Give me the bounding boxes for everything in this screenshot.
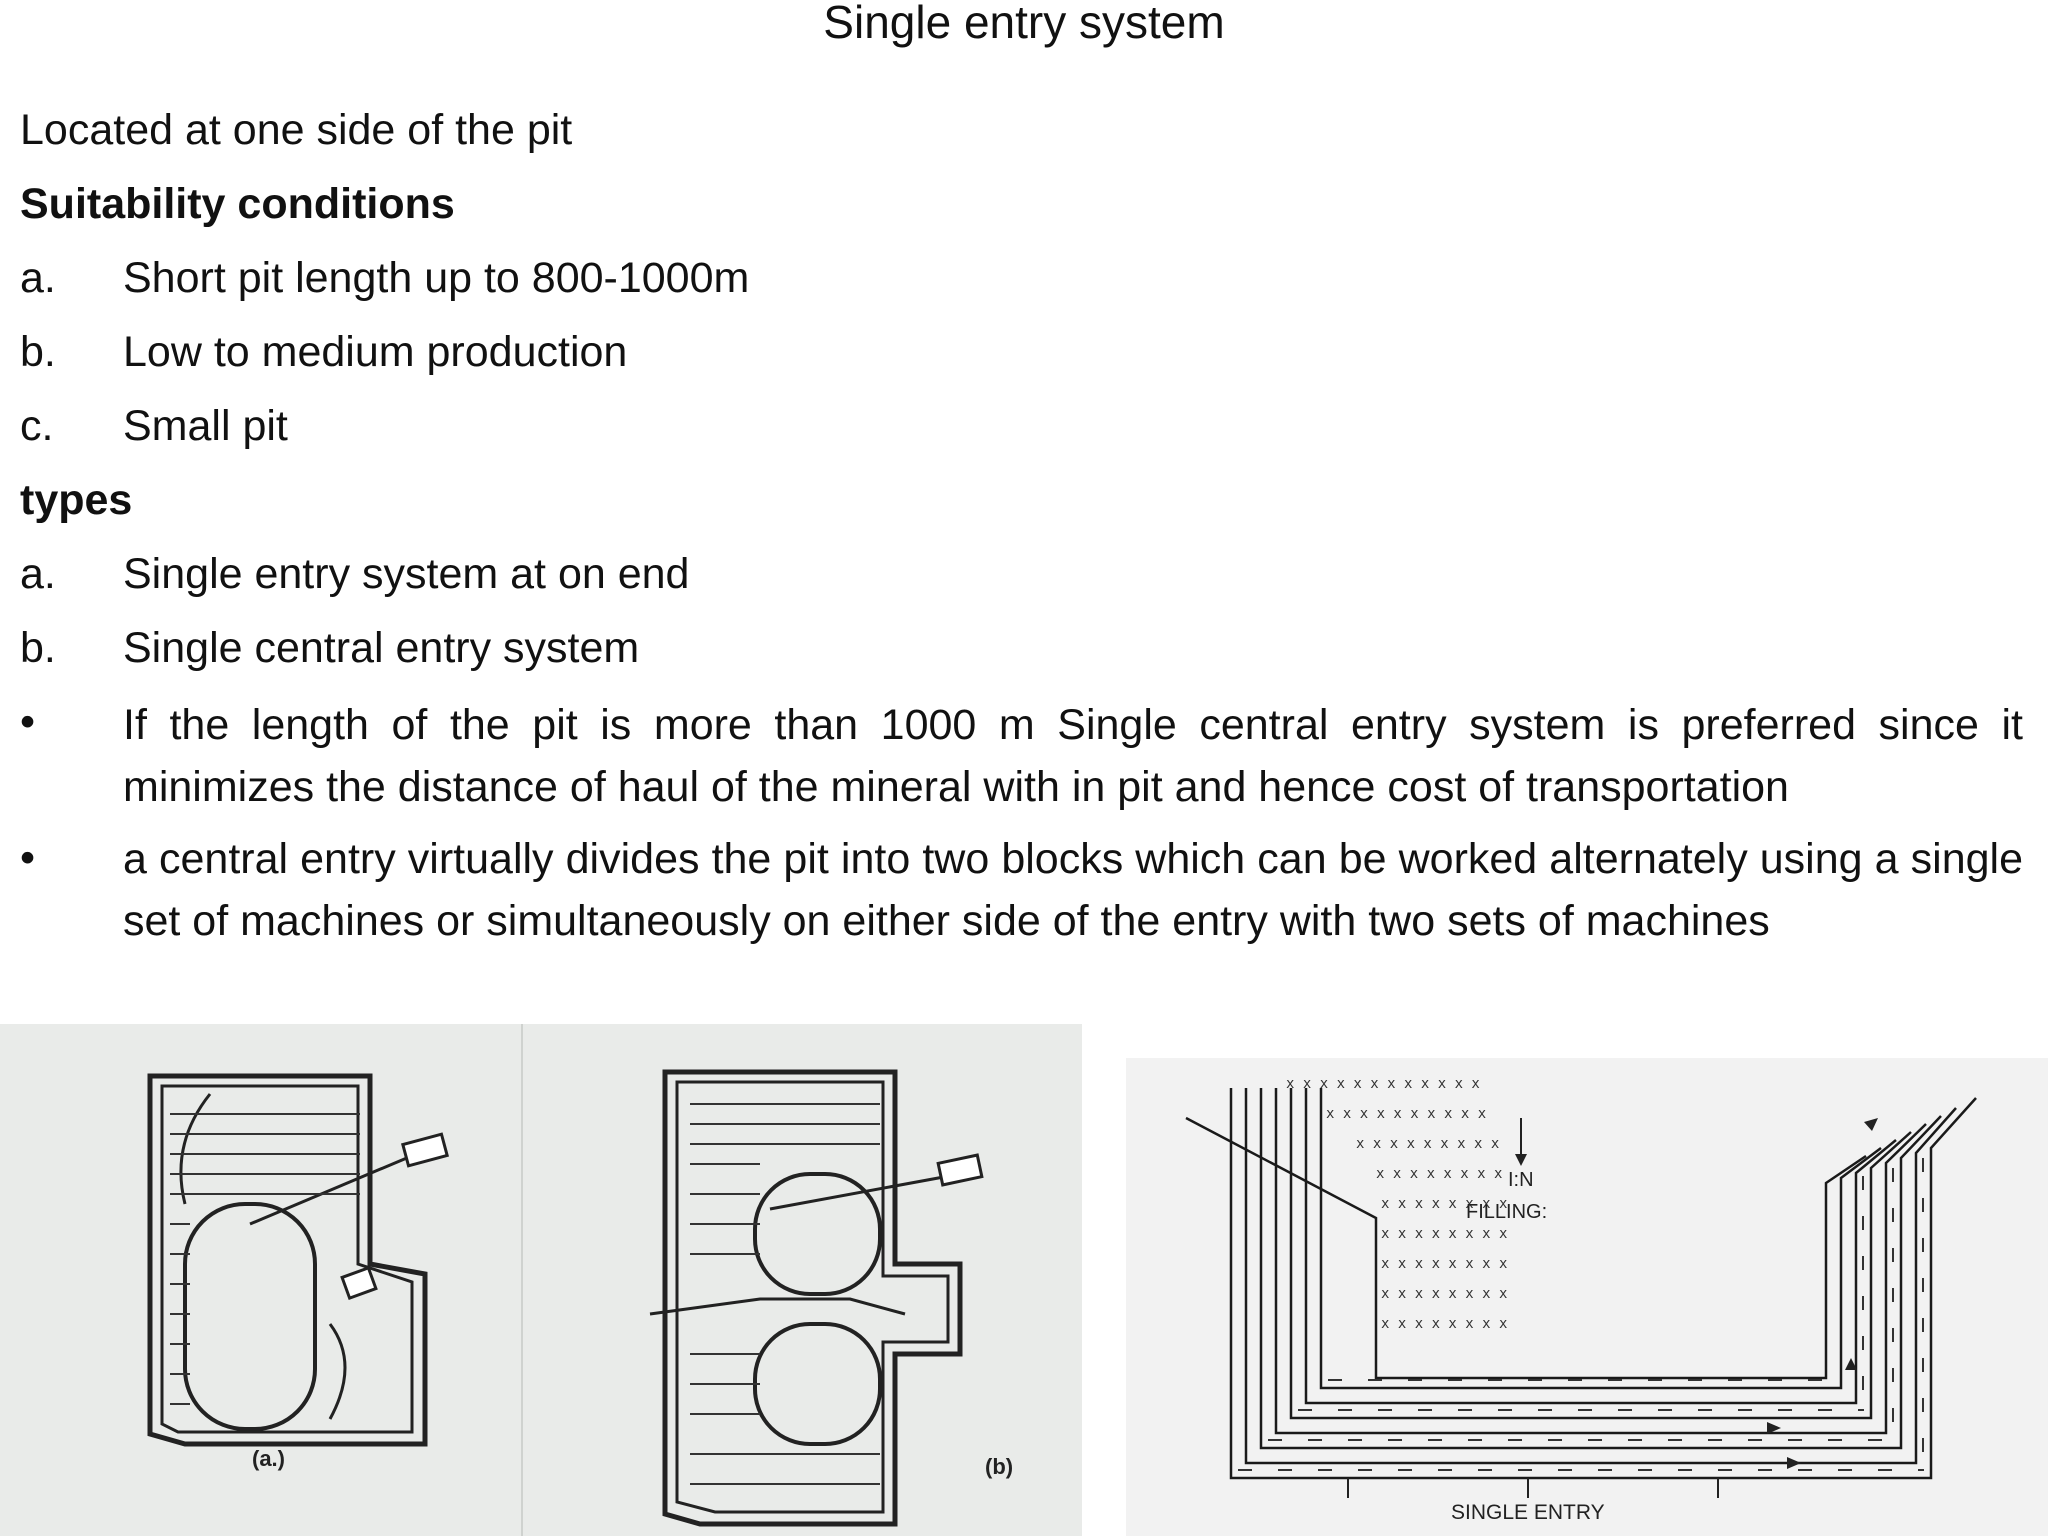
pit-walls [1186, 1088, 1976, 1478]
layout-b-machine [938, 1155, 982, 1185]
types-item-b: Single central entry system [123, 624, 640, 672]
svg-text:x x x x x x x x: x x x x x x x x [1381, 1226, 1508, 1242]
layout-a-drawing [150, 1076, 440, 1444]
bullet-marker-1: • [20, 698, 36, 746]
intro-text: Located at one side of the pit [20, 106, 573, 154]
label-filling: FILLING: [1466, 1201, 1548, 1223]
single-entry-figure [1126, 1058, 2048, 1536]
layout-b-benches [690, 1104, 880, 1484]
flow-arrows [1515, 1118, 1878, 1469]
types-marker-b: b. [20, 624, 56, 672]
caption-single-entry: SINGLE ENTRY [1451, 1501, 1605, 1524]
label-in: I:N [1508, 1169, 1534, 1191]
svg-text:x x x x x x x x: x x x x x x x x [1381, 1286, 1508, 1302]
svg-text:x x x x x x x x x x: x x x x x x x x x x [1326, 1106, 1487, 1122]
svg-text:x x x x x x x x x: x x x x x x x x x [1356, 1136, 1500, 1152]
bullet-marker-2: • [20, 834, 36, 882]
bullet-text-2: a central entry virtually divides the pit into two blocks which can be worked alternately using a single set of machines or simultaneously on either side of the entry with two sets of machines [123, 835, 2023, 945]
svg-text:x x x x x x x x x x x x: x x x x x x x x x x x x [1286, 1076, 1480, 1092]
caption-b: (b) [985, 1454, 1014, 1479]
bullet-text-1: If the length of the pit is more than 1000 m Single central entry system is preferred since it minimizes the distance of haul of the mineral with in pit and hence cost of transportation [123, 701, 2023, 811]
suitability-marker-b: b. [20, 328, 56, 376]
pit-layout-drawing-ab [0, 1024, 1082, 1536]
suitability-heading: Suitability conditions [20, 180, 455, 228]
suitability-item-a: Short pit length up to 800-1000m [123, 254, 750, 302]
svg-text:x x x x x x x x: x x x x x x x x [1381, 1256, 1508, 1272]
types-item-a: Single entry system at on end [123, 550, 690, 598]
single-entry-drawing [1126, 1058, 2048, 1536]
svg-text:x x x x x x x x: x x x x x x x x [1376, 1166, 1503, 1182]
suitability-item-c: Small pit [123, 402, 288, 450]
suitability-item-b: Low to medium production [123, 328, 628, 376]
caption-a: (a.) [252, 1446, 285, 1471]
types-heading: types [20, 476, 133, 524]
svg-text:x x x x x x x x: x x x x x x x x [1381, 1316, 1508, 1332]
suitability-marker-c: c. [20, 402, 54, 450]
layout-a-benches [170, 1114, 360, 1404]
suitability-marker-a: a. [20, 254, 56, 302]
haul-road-dashes [1238, 1158, 1924, 1470]
pit-layout-figure-ab [0, 1024, 1082, 1536]
svg-text:x x x x x x x x: x x x x x x x x [1381, 1196, 1508, 1212]
types-marker-a: a. [20, 550, 56, 598]
layout-a-machine [403, 1134, 447, 1166]
layout-b-drawing [650, 1072, 960, 1524]
slide-title: Single entry system [823, 0, 1225, 48]
